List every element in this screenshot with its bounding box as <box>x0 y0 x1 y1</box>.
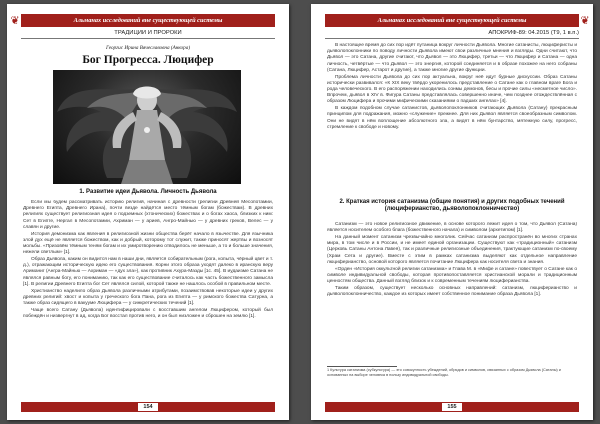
header-ornament-icon: ❦ <box>10 14 20 27</box>
paragraph: История демонизма как явления в религиозной жизни общества берёт начало в язычестве. Для язычника злой дух ещё не является божеством, как и добрый, которому тот служит, также приносят жертвы и возносят мольбы. «Призовём тёмным теням богам и их умиротворению отводилось не меньше, а то и больше значения, нежели светлым» [1]. <box>23 231 273 256</box>
paragraph: Образ Дьявола, каким он видится нам в наши дни, является собирательным (рога, копыта, чёрный цвет и т. д.), отражающим историческую идею его существования. Корни этого образа уходят далеко в иранскую веру Ариманиг (Ангра-Майнью — Ахриман — «дух зла»), как противник Ахура-Мазды [1с. 45]. В иудаизме Сатана не являлся равным богу, его пониманию, так как его существование считалось как часть божественного замысла [1]. В религии Древнего Египта бог Сет являлся силой, которой также не нашлось особой в правильном месте. <box>23 257 273 287</box>
section-subheader: ТРАДИЦИИ И ПРОРОКИ <box>21 29 275 39</box>
page-number-bar <box>21 402 275 412</box>
right-body-text-bottom <box>327 222 577 362</box>
footnote-divider <box>327 366 397 367</box>
left-body-text <box>23 200 273 386</box>
paragraph: На данный момент сатанизм чрезвычайно многолик. Сейчас сатанизм распространён во многих странах мира, в том числе и в России, и не имеет единой организации. Существуют как «традиционный» сатанизм (Церковь Сатаны Антона Лавея), так и различные религиозные объединения, трактующие сатанизм по-своему (Храм Сета и другие). Вместе с этим в рамках сатанизма выделяют как отдельное направление люциферианство, основой которого является почитание Люцифера как носителя света и знания. <box>327 235 577 265</box>
section-title-2: 2. Краткая история сатанизма (общие понятия) и других подобных течений (люциферианство, дьяволопоклонничество) <box>339 199 565 212</box>
paragraph: «Орден «История оккультной религии сатанизма» и Глава М. в «Мифе и сатане» повествует о Сатане как о символе индивидуальной свободы, которая противопоставляется христианской морали и традиционным ценностям общества. Данный взгляд близок и к современным течениям люциферианства. <box>327 266 577 285</box>
footnote: 1 Культура сатанизма (субкультура) — это совокупность убеждений, обрядов и символов, связанных с образом Дьявола (Сатаны) и основанных на выборе человека в пользу индивидуальной свободы. <box>327 368 561 377</box>
paragraph: Чаще всего Сатану (Дьявола) идентифицировали с восставшим ангелом Люцифером, который был побеждён и низвергнут в ад, когда Бог восстал против него, и он был низложен и сброшен на землю [1]. <box>23 307 273 320</box>
header-ornament-icon: ❦ <box>580 14 590 27</box>
lucifer-illustration <box>53 70 241 184</box>
issue-subheader: АПОКРИФ-89: 04.2015 (Т9, 1 в.п.) <box>325 29 579 39</box>
paragraph: Таким образом, существует несколько основных направлений: сатанизм, люциферианство и дьяволопоклонничество, каждое из которых имеет собственное понимание образа Дьявола [1]. <box>327 285 577 298</box>
page-number-bar <box>325 402 579 412</box>
paragraph: В настоящее время до сих пор идёт путаница вокруг личности Дьявола. Многие сатанисты, люциферисты и дьяволопоклонники по поводу личности Дьявола имеют свои различные мнения и взгляды. Одни считают, что Дьявол — это Сатана, другие считают, что Дьявол — это Люцифер, третьи — что Люцифер и Сатана — одна личность, четвёртые — что Дьявол — это энергия, которой соединяется и в образе похожее на него собраны (Сатана, Люцифер, Астарот и другие), а также многие другие функции. <box>327 43 577 73</box>
page-header: Альманах исследований вне существующей системы <box>21 14 275 27</box>
paragraph: Проблема личности Дьявола до сих пор актуальна, вокруг неё идут бурные дискуссии. Образ Сатаны исторически развивался: «К XIX веку твёрдо укоренилось представление о Сатане как о главном враге Бога и рода человеческого. В его распоряжении находились сонмы демонов, бесы и прочие силы «несметное число». Впрочем, дьявол в XIV в. Фигура Сатаны представлялась совершенно иначе, чем позднее отождествлённая с образом Люцифера и прочими мифическими сказаниями о падших ангелах» [4]. <box>327 74 577 105</box>
article-title: Бог Прогресса. Люцифер <box>82 54 214 66</box>
paragraph: Если мы будем рассматривать историю религий, начиная с древности (религии Древней Месопотамии, Древнего Египта, Древнего Ирана), почти везде найдётся место тёмным богам (божествам). В древних религиях существует религиозная идея о подземных (хтонических) божествах и о богах хаоса, близких к ним: Сет в Египте, Нергал в Месопотамии, Ахриман — у ариев, Ангро-Майнью — у древних греков, Велес — у славян и другие. <box>23 200 273 230</box>
article-author: Георгис Ирина Вячеславовна (Анкора) <box>105 45 191 51</box>
right-page <box>311 4 593 420</box>
section-title-1: 1. Развитие идеи Дьявола. Личность Дьявола <box>79 189 217 195</box>
page-number: 154 <box>138 403 157 411</box>
paragraph: В каждом подобном случае сатанистов, дьяволопоклонников считающих Дьявола (Сатану) прекрасным принципом для подражания, можно «служение» прежнее. Для них Дьявол является своеобразным символом. Они не видят в нём воплощение абсолютного зла, а видят в нём бунтарство, мятежную силу, прогресс, стремление к свободе и новому. <box>327 106 577 130</box>
page-header: Альманах исследований вне существующей системы <box>325 14 579 27</box>
right-body-text-top <box>327 43 577 195</box>
paragraph: Христианство наделило образ Дьявола различными атрибутами, позаимствовав некоторые идеи у других древних религий: хвост и копыта у греческого бога Пана, рога из Египта — у римского божества Сатурна, а также образ сидящего в вакууме Люцифера — у синкретических течений [1]. <box>23 288 273 307</box>
page-number: 155 <box>442 403 461 411</box>
paragraph: Сатанизм — это новое религиозное движение, в основе которого лежит идея о том, что Дьявол (Сатана) является носителем особого блага (божественного начала) и символом (архетипом) [1]. <box>327 222 577 234</box>
left-page <box>7 4 289 420</box>
